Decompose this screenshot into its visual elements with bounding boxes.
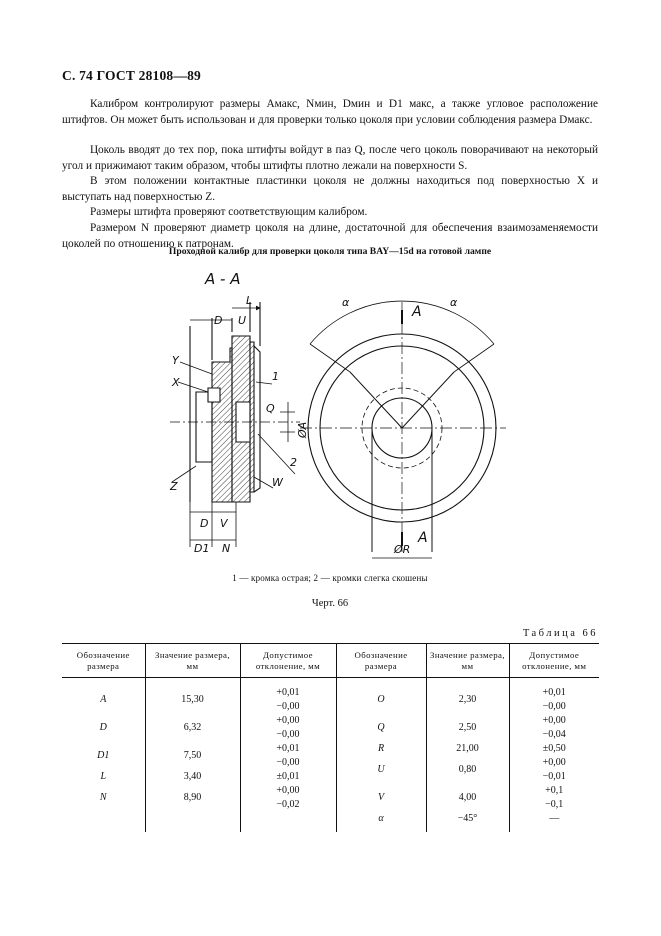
value-r-4: 4,00 bbox=[458, 792, 477, 803]
paragraph-4: Размеры штифта проверяют соответствующим калибром. bbox=[90, 206, 368, 218]
label-Z: Z bbox=[170, 480, 178, 493]
label-alpha-right: α bbox=[450, 296, 458, 309]
symbol-l-3: L bbox=[100, 771, 107, 782]
table-header-row bbox=[62, 644, 599, 678]
deviation-r-0: +0,01 −0,00 bbox=[542, 687, 566, 712]
table-title: Таблица 66 bbox=[522, 628, 598, 639]
paragraph-2: Цоколь вводят до тех пор, пока штифты войдут в паз Q, после чего цоколь поворачивают на некоторый угол и прижимают таким образом, чтобы штифты плотно лежали на поверхности S. bbox=[62, 144, 598, 172]
label-1: 1 bbox=[272, 370, 279, 383]
deviation-r-2: ±0,50 bbox=[542, 743, 566, 754]
left-value-column bbox=[145, 678, 240, 833]
value-l-0: 15,30 bbox=[181, 694, 204, 705]
section-label: A - A bbox=[205, 270, 241, 288]
deviation-l-0: +0,01 −0,00 bbox=[276, 687, 300, 712]
label-alpha-left: α bbox=[342, 296, 350, 309]
label-D-bottom: D bbox=[200, 517, 209, 530]
label-phiA: ØA bbox=[296, 421, 309, 438]
header-symbol-left: Обозначение размера bbox=[62, 644, 145, 678]
label-N: N bbox=[222, 542, 231, 555]
label-W: W bbox=[272, 476, 283, 489]
label-D-top: D bbox=[214, 314, 223, 327]
right-symbol-column bbox=[336, 678, 426, 833]
label-L: L bbox=[246, 294, 253, 307]
left-deviation-column bbox=[240, 678, 336, 833]
drawing-legend: 1 — кромка острая; 2 — кромки слегка скошены bbox=[232, 573, 428, 583]
label-A-bottom: A bbox=[418, 530, 428, 546]
label-Q: Q bbox=[266, 402, 275, 415]
header-value-right: Значение размера, мм bbox=[426, 644, 509, 678]
drawing-caption: Проходной калибр для проверки цоколя типа BAY—15d на готовой лампе bbox=[168, 246, 492, 257]
label-phiR: ØR bbox=[394, 543, 411, 556]
symbol-l-0: A bbox=[100, 694, 107, 705]
header-value-left: Значение размера, мм bbox=[145, 644, 240, 678]
header-deviation-left: Допустимое отклонение, мм bbox=[240, 644, 336, 678]
deviation-r-1: +0,00 −0,04 bbox=[542, 715, 566, 740]
symbol-l-1: D bbox=[99, 722, 107, 733]
front-view bbox=[300, 296, 506, 558]
label-V: V bbox=[220, 517, 228, 530]
symbol-r-4: V bbox=[377, 792, 385, 803]
value-r-1: 2,50 bbox=[458, 722, 477, 733]
symbol-r-2: R bbox=[377, 743, 385, 754]
label-2: 2 bbox=[290, 456, 297, 469]
right-deviation-column bbox=[509, 678, 599, 833]
deviation-r-3: +0,00 −0,01 bbox=[542, 757, 566, 782]
label-D1: D1 bbox=[194, 542, 210, 555]
header-deviation-right: Допустимое отклонение, мм bbox=[509, 644, 599, 678]
deviation-l-3: ±0,01 bbox=[276, 771, 300, 782]
value-l-2: 7,50 bbox=[183, 750, 202, 761]
left-symbol-column bbox=[62, 678, 145, 833]
symbol-r-3: U bbox=[377, 764, 385, 775]
section-view bbox=[169, 270, 309, 555]
deviation-l-1: +0,00 −0,00 bbox=[276, 715, 300, 740]
deviation-l-2: +0,01 −0,00 bbox=[276, 743, 300, 768]
paragraph-5: Размером N проверяют диаметр цоколя на длине, достаточной для обеспечения взаимозаменяемости цоколей по отношению к патронам. bbox=[62, 222, 598, 250]
symbol-r-1: Q bbox=[377, 722, 385, 733]
value-l-1: 6,32 bbox=[183, 722, 202, 733]
value-r-3: 0,80 bbox=[458, 764, 477, 775]
symbol-l-4: N bbox=[99, 792, 107, 803]
value-l-3: 3,40 bbox=[183, 771, 202, 782]
value-r-5: −45° bbox=[457, 813, 478, 824]
right-value-column bbox=[426, 678, 509, 833]
label-X: X bbox=[172, 376, 180, 389]
label-Y: Y bbox=[172, 354, 179, 367]
value-r-2: 21,00 bbox=[456, 743, 479, 754]
symbol-r-0: O bbox=[377, 694, 385, 705]
label-A-top: A bbox=[412, 304, 422, 320]
paragraph-3: В этом положении контактные пластинки цоколя не должны находиться под поверхностью X и выступать над поверхностью Z. bbox=[62, 175, 598, 203]
header-symbol-right: Обозначение размера bbox=[336, 644, 426, 678]
paragraph-1: Калибром контролируют размеры Aмакс, Nмин, Dмин и D1 макс, а также угловое расположение штифтов. Он может быть использован и для проверки только цоколя при условии соблюдения размера Dмакс. bbox=[62, 98, 598, 126]
deviation-r-4: +0,1 −0,1 bbox=[545, 785, 564, 810]
table-body bbox=[62, 678, 599, 833]
deviation-r-5: — bbox=[549, 813, 560, 824]
symbol-r-5: α bbox=[378, 813, 384, 824]
figure-label: Черт. 66 bbox=[311, 598, 349, 609]
page-header: С. 74 ГОСТ 28108—89 bbox=[62, 68, 201, 83]
deviation-l-4: +0,00 −0,02 bbox=[276, 785, 300, 810]
dimensions-table bbox=[62, 643, 599, 832]
label-U: U bbox=[238, 314, 247, 327]
gauge-drawing bbox=[150, 262, 520, 567]
symbol-l-2: D1 bbox=[97, 750, 110, 761]
value-l-4: 8,90 bbox=[183, 792, 202, 803]
value-r-0: 2,30 bbox=[458, 694, 477, 705]
